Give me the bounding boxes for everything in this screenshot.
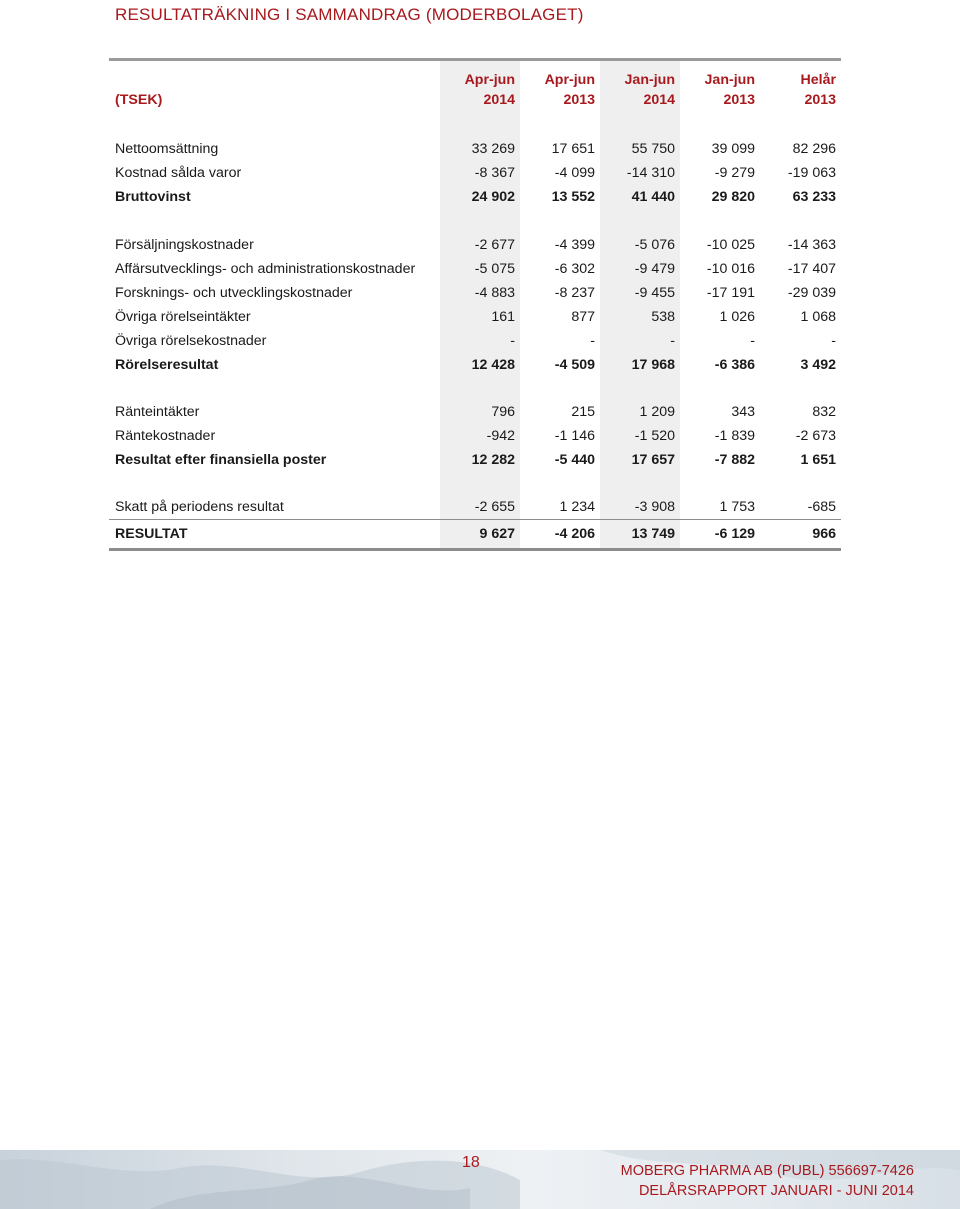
cell-value: 538 (651, 309, 675, 325)
cell-value: -14 310 (626, 165, 675, 181)
cell-value: -10 025 (706, 237, 755, 253)
cell-value: -29 039 (787, 285, 836, 301)
cell-value: -17 407 (787, 261, 836, 277)
cell-value: 343 (731, 404, 755, 420)
footer-map-graphic (0, 1150, 960, 1209)
cell-value: 1 753 (680, 495, 760, 520)
row-label: Försäljningskostnader (115, 237, 254, 253)
cell-value: -9 455 (634, 285, 675, 301)
cell-value: 796 (491, 404, 515, 420)
row-label: Räntekostnader (115, 428, 216, 444)
cell-value: -4 099 (554, 165, 595, 181)
cell-value: 1 068 (800, 309, 836, 325)
cell-value: -7 882 (714, 452, 755, 468)
page-number: 18 (462, 1154, 480, 1171)
cell-value: -5 076 (634, 237, 675, 253)
cell-value: -6 302 (554, 261, 595, 277)
cell-value: -5 440 (554, 452, 595, 468)
table-row (109, 448, 841, 472)
income-statement-table (109, 61, 841, 551)
table-row-total (109, 520, 841, 550)
column-header: Apr-jun 2014 (464, 72, 515, 108)
cell-value: 9 627 (440, 520, 520, 550)
table-row (109, 424, 841, 448)
cell-value: 63 233 (792, 189, 836, 205)
cell-value: -9 479 (634, 261, 675, 277)
column-header: Helår 2013 (800, 72, 836, 108)
table-row (109, 353, 841, 377)
cell-value: 966 (760, 520, 841, 550)
cell-value: 1 651 (800, 452, 836, 468)
cell-value: -942 (486, 428, 515, 444)
table-row (109, 400, 841, 424)
cell-value: -6 129 (680, 520, 760, 550)
cell-value: - (510, 333, 515, 349)
cell-value: 12 428 (471, 357, 515, 373)
spacer-row (109, 113, 841, 137)
cell-value: 13 749 (600, 520, 680, 550)
cell-value: -4 509 (554, 357, 595, 373)
table-row (109, 137, 841, 161)
row-label: Forsknings- och utvecklingskostnader (115, 285, 353, 301)
cell-value: -4 399 (554, 237, 595, 253)
cell-value: -9 279 (714, 165, 755, 181)
cell-value: 39 099 (711, 141, 755, 157)
cell-value: -8 367 (474, 165, 515, 181)
cell-value: 12 282 (471, 452, 515, 468)
page-footer (0, 1150, 960, 1209)
row-label: Bruttovinst (115, 189, 191, 205)
cell-value: -2 655 (440, 495, 520, 520)
cell-value: 215 (571, 404, 595, 420)
table-header-row (109, 61, 841, 113)
table-row (109, 495, 841, 520)
cell-value: 13 552 (551, 189, 595, 205)
table-row (109, 161, 841, 185)
cell-value: 1 234 (520, 495, 600, 520)
row-label: Övriga rörelsekostnader (115, 333, 267, 349)
cell-value: 33 269 (471, 141, 515, 157)
row-label: Kostnad sålda varor (115, 165, 242, 181)
cell-value: 877 (571, 309, 595, 325)
table-row (109, 329, 841, 353)
cell-value: 17 968 (631, 357, 675, 373)
column-header: Jan-jun 2014 (624, 72, 675, 108)
row-label: Resultat efter finansiella poster (115, 452, 327, 468)
row-label: Nettoomsättning (115, 141, 219, 157)
cell-value: 1 209 (639, 404, 675, 420)
cell-value: 55 750 (631, 141, 675, 157)
spacer-row (109, 209, 841, 233)
cell-value: - (670, 333, 675, 349)
cell-value: -2 673 (795, 428, 836, 444)
column-header: Jan-jun 2013 (704, 72, 755, 108)
cell-value: -4 883 (474, 285, 515, 301)
cell-value: -1 146 (554, 428, 595, 444)
row-label: Ränteintäkter (115, 404, 200, 420)
footer-company: MOBERG PHARMA AB (PUBL) 556697-7426 (620, 1163, 914, 1179)
cell-value: -10 016 (706, 261, 755, 277)
cell-value: - (831, 333, 836, 349)
column-header: Apr-jun 2013 (544, 72, 595, 108)
cell-value: -4 206 (520, 520, 600, 550)
row-label: Rörelseresultat (115, 357, 219, 373)
cell-value: -17 191 (706, 285, 755, 301)
row-label: Skatt på periodens resultat (109, 495, 440, 520)
cell-value: -2 677 (474, 237, 515, 253)
cell-value: -19 063 (787, 165, 836, 181)
table-row (109, 281, 841, 305)
cell-value: -8 237 (554, 285, 595, 301)
cell-value: -1 520 (634, 428, 675, 444)
cell-value: 24 902 (471, 189, 515, 205)
table-row (109, 233, 841, 257)
cell-value: - (750, 333, 755, 349)
row-label: Affärsutvecklings- och administrationskostnader (115, 261, 416, 277)
cell-value: -6 386 (714, 357, 755, 373)
footer-report-title: DELÅRSRAPPORT JANUARI - JUNI 2014 (638, 1183, 914, 1199)
table-row (109, 185, 841, 209)
spacer-row (109, 377, 841, 400)
table-row (109, 257, 841, 281)
cell-value: - (590, 333, 595, 349)
cell-value: 832 (812, 404, 836, 420)
page-title: RESULTATRÄKNING I SAMMANDRAG (MODERBOLAGET) (115, 5, 584, 24)
cell-value: -14 363 (787, 237, 836, 253)
row-label: Övriga rörelseintäkter (115, 309, 251, 325)
cell-value: 41 440 (631, 189, 675, 205)
cell-value: 29 820 (711, 189, 755, 205)
cell-value: -5 075 (474, 261, 515, 277)
cell-value: -1 839 (714, 428, 755, 444)
spacer-row (109, 472, 841, 495)
cell-value: -685 (760, 495, 841, 520)
cell-value: 17 651 (551, 141, 595, 157)
cell-value: -3 908 (600, 495, 680, 520)
cell-value: 1 026 (719, 309, 755, 325)
cell-value: 82 296 (792, 141, 836, 157)
row-label: RESULTAT (109, 520, 440, 550)
unit-label: (TSEK) (115, 92, 163, 108)
cell-value: 161 (491, 309, 515, 325)
cell-value: 3 492 (800, 357, 836, 373)
cell-value: 17 657 (631, 452, 675, 468)
table-row (109, 305, 841, 329)
